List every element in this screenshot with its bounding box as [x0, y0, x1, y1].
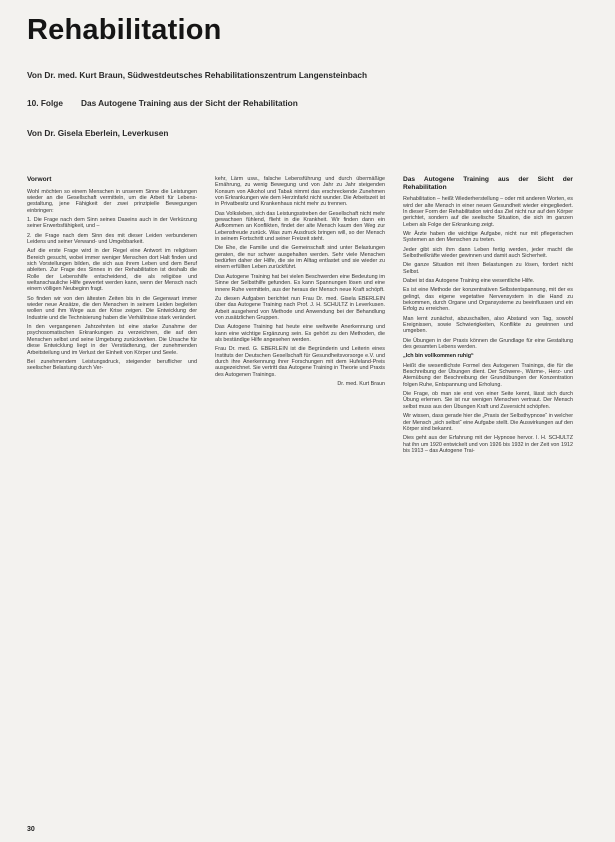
paragraph: Wir wissen, dass gerade hier die „Praxis der Selbsthypnose“ in welcher der Mensch „sich selbst“ eine Aufgabe stellt. Die Auswirkungen auf den Körper sind bekannt.: [403, 413, 573, 432]
page-number: 30: [27, 826, 35, 833]
paragraph: Die ganze Situation mit ihren Belastungen zu lösen, fordert nicht Selbst.: [403, 262, 573, 275]
section-subheading: „Ich bin vollkommen ruhig“: [403, 353, 474, 360]
editor-affiliation: Von Dr. med. Kurt Braun, Südwestdeutsches Rehabilitationszentrum Langensteinbach: [27, 70, 368, 80]
author-byline: Von Dr. Gisela Eberlein, Leverkusen: [27, 128, 169, 138]
paragraph: Dies geht aus der Erfahrung mit der Hypnose hervor. I. H. SCHULTZ hat ihn um 1920 entwickelt und von 1926 bis 1932 in der Zeit von 1912 bis 1913 – das Autogene Trai-: [403, 435, 573, 454]
paragraph: Es ist eine Methode der konzentrativen Selbstentspannung, mit der es gelingt, das eigene vegetative Nervensystem in die Hand zu bekommen, durch Organe und Organsysteme zu beeinflussen und ein Erfolg zu erreichen.: [403, 287, 573, 313]
text-column-3: [403, 176, 573, 457]
paragraph: Rehabilitation – heißt Wiederherstellung – oder mit anderen Worten, es wird der alte Mensch in einer neuen Gesundheit wieder eingegliedert. In dieser Form der Rehabilitation wird das Ziel nicht nur auf den Körper gerichtet, sondern auf die seelische Situation, die sich im ganzen Leben als Folge der Erkrankung zeigt.: [403, 196, 573, 228]
paragraph: Das Volksleben, sich das Leistungsstreben der Gesellschaft nicht mehr gewachsen fühlend, flieht in die Krankheit. Wir finden dann ein Aufkommen an Konflikten, findet der alte Mensch kaum den Weg zur Lebensfreude zurück. Was zum Ausdruck bringen will, so der Mensch in seinem Fortschritt und seiner Freizeit steht.: [215, 210, 385, 243]
list-item: 2. die Frage nach dem Sinn des mit dieser Leiden verbundenen Leidens und seiner Verwand- und Umgebbarkeit.: [27, 232, 197, 245]
series-title: Das Autogene Training aus der Sicht der Rehabilitation: [80, 98, 298, 108]
paragraph: Wohl möchten so einem Menschen in unserem Sinne die Leistungen wieder an die Gesellschaft vermitteln, um die Arbeit für Lebens-gestaltung, jene Fähigkeit der zwei prinzipielle Bewegungen einbringen:: [27, 188, 197, 214]
foreword-signature: Dr. med. Kurt Braun: [337, 380, 385, 387]
paragraph: Auf die erste Frage wird in der Regel eine Antwort im religiösen Bereich gesucht, wobei immer weniger Menschen dort Halt finden und sich Vorstellungen bilden, die sich aus ihrem Leben und dem Beruf ableiten. Zur Frage des Sinnes in der Rehabilitation ist deshalb die Rolle der Lebenshilfe entscheidend, die als religiöse und weltanschauliche Hilfe gewertet werden kann, wenn der Mensch nach einem völligen Neubeginn fragt.: [27, 248, 197, 293]
paragraph: Zu diesen Aufgaben berichtet nun Frau Dr. med. Gisela EBERLEIN über das Autogene Training nach Prof. J. H. SCHULTZ in Leverkusen. Arbeit ausgehend von Methode und Anwendung bei der Behandlung von zusätzlichen Gruppen.: [215, 295, 385, 321]
list-item: 1. Die Frage nach dem Sinn seines Daseins auch in der Verkürzung seiner Erwerbsfähigkeit, und –: [27, 216, 197, 230]
paragraph: Dabei ist das Autogene Training eine wesentliche Hilfe.: [403, 277, 535, 284]
paragraph: Man lernt zunächst, abzuschalten, also Abstand von Tag, sowohl Ereignissen, sowie Schwierigkeiten, Konflikte zu gewinnen und umgeben.: [403, 315, 573, 335]
foreword-heading: Vorwort: [27, 176, 52, 183]
page-title: Rehabilitation: [27, 14, 222, 46]
paragraph: Wir Ärzte haben die wichtige Aufgabe, nicht nur mit pflegerischen Systemen an den Menschen zu treten.: [403, 230, 573, 244]
paragraph: Die Frage, ob man sie erst von einer Seite kennt, lässt sich durch Übung erlernen. Sie ist nur wenigen Menschen vertraut. Der Mensch selbst muss aus den Übungen Kraft und Zuversicht schöpfen.: [403, 391, 573, 410]
paragraph: Das Autogene Training hat bei vielen Beschwerden eine Bedeutung im Sinne der Selbsthilfe gefunden. Es kann Spannungen lösen und eine innere Ruhe vermitteln, aus der heraus der Mensch neue Kraft schöpft.: [215, 273, 385, 293]
text-column-1: [27, 176, 197, 375]
paragraph: Heißt die wesentlichste Formel des Autogenen Trainings, die für die Beschreibung der Übungen dient. Der Schwere-, Wärme-, Herz- und Atemübung der Beschreibung der Grundübungen der Konzentration folgen Ruhe, Entspannung und Erholung.: [403, 362, 573, 388]
text-column-2: [215, 176, 385, 390]
paragraph: Die Ehe, die Familie und die Gemeinschaft sind unter Belastungen geraten, die nur schwer ausgehalten werden. Sehr viele Menschen bedürfen daher der Hilfe, die sie im Alltag entlastet und sie wieder zu einem erfüllten Leben zurückführt.: [215, 245, 385, 271]
paragraph: In den vergangenen Jahrzehnten ist eine starke Zunahme der psychosomatischen Erkrankungen zu verzeichnen, die auf den Menschen selbst und seine Umgebung zurückwirken. Die Ursache für diese Entwicklung liegt in der Verstädterung, der zunehmenden Arbeitsteilung und im Verlust der Einheit von Körper und Seele.: [27, 324, 197, 356]
paragraph: So finden wir von den ältesten Zeiten bis in die Gegenwart immer wieder neue Ansätze, die den Menschen in seinem Leiden begleiten wollen und ihm Wege aus der Krise zeigen. Die Entwicklung der Industrie und die Technisierung haben die Verhältnisse stark verändert.: [27, 295, 197, 321]
series-line: [27, 98, 298, 108]
series-number: 10. Folge: [27, 98, 63, 108]
paragraph: Die Übungen in der Praxis können die Grundlage für eine Gestaltung des gesamten Lebens werden.: [403, 337, 573, 351]
paragraph: Jeder gibt sich ihm dann Leben fertig werden, jeder macht die Selbstheilkräfte wieder gewinnen und damit auch Sicherheit.: [403, 246, 573, 259]
article-heading: Das Autogene Training aus der Sicht der Rehabilitation: [403, 176, 573, 191]
paragraph: kehr, Lärm usw., falsche Lebensführung und durch übermäßige Ernährung, zu wenig Bewegung und von Jahr zu Jahr steigenden Konsum von Alkohol und Tabak nimmt das erschreckende Zunehmen von Erkrankungen wie dem Herzinfarkt nicht wunder. Die Arbeitszeit ist in Privatbesitz und Krankenhaus nicht mehr zu trennen.: [215, 176, 385, 208]
paragraph: Das Autogene Training hat heute eine weltweite Anerkennung und kann eine wichtige Ergänzung sein. Es gehört zu den Methoden, die als beständige Hilfe angesehen werden.: [215, 324, 385, 343]
paragraph: Bei zunehmendem Leistungsdruck, steigender beruflicher und seelischer Belastung durch Ver-: [27, 358, 197, 372]
paragraph: Frau Dr. med. G. EBERLEIN ist die Begründerin und Leiterin eines Instituts der Deutschen Gesellschaft für Gesundheitsvorsorge e.V. und durch ihre Anerkennung ihrer Forschungen mit dem Hufeland-Preis ausgezeichnet. Sie vertritt das Autogene Training in Theorie und Praxis des Autogenen Trainings.: [215, 346, 385, 378]
